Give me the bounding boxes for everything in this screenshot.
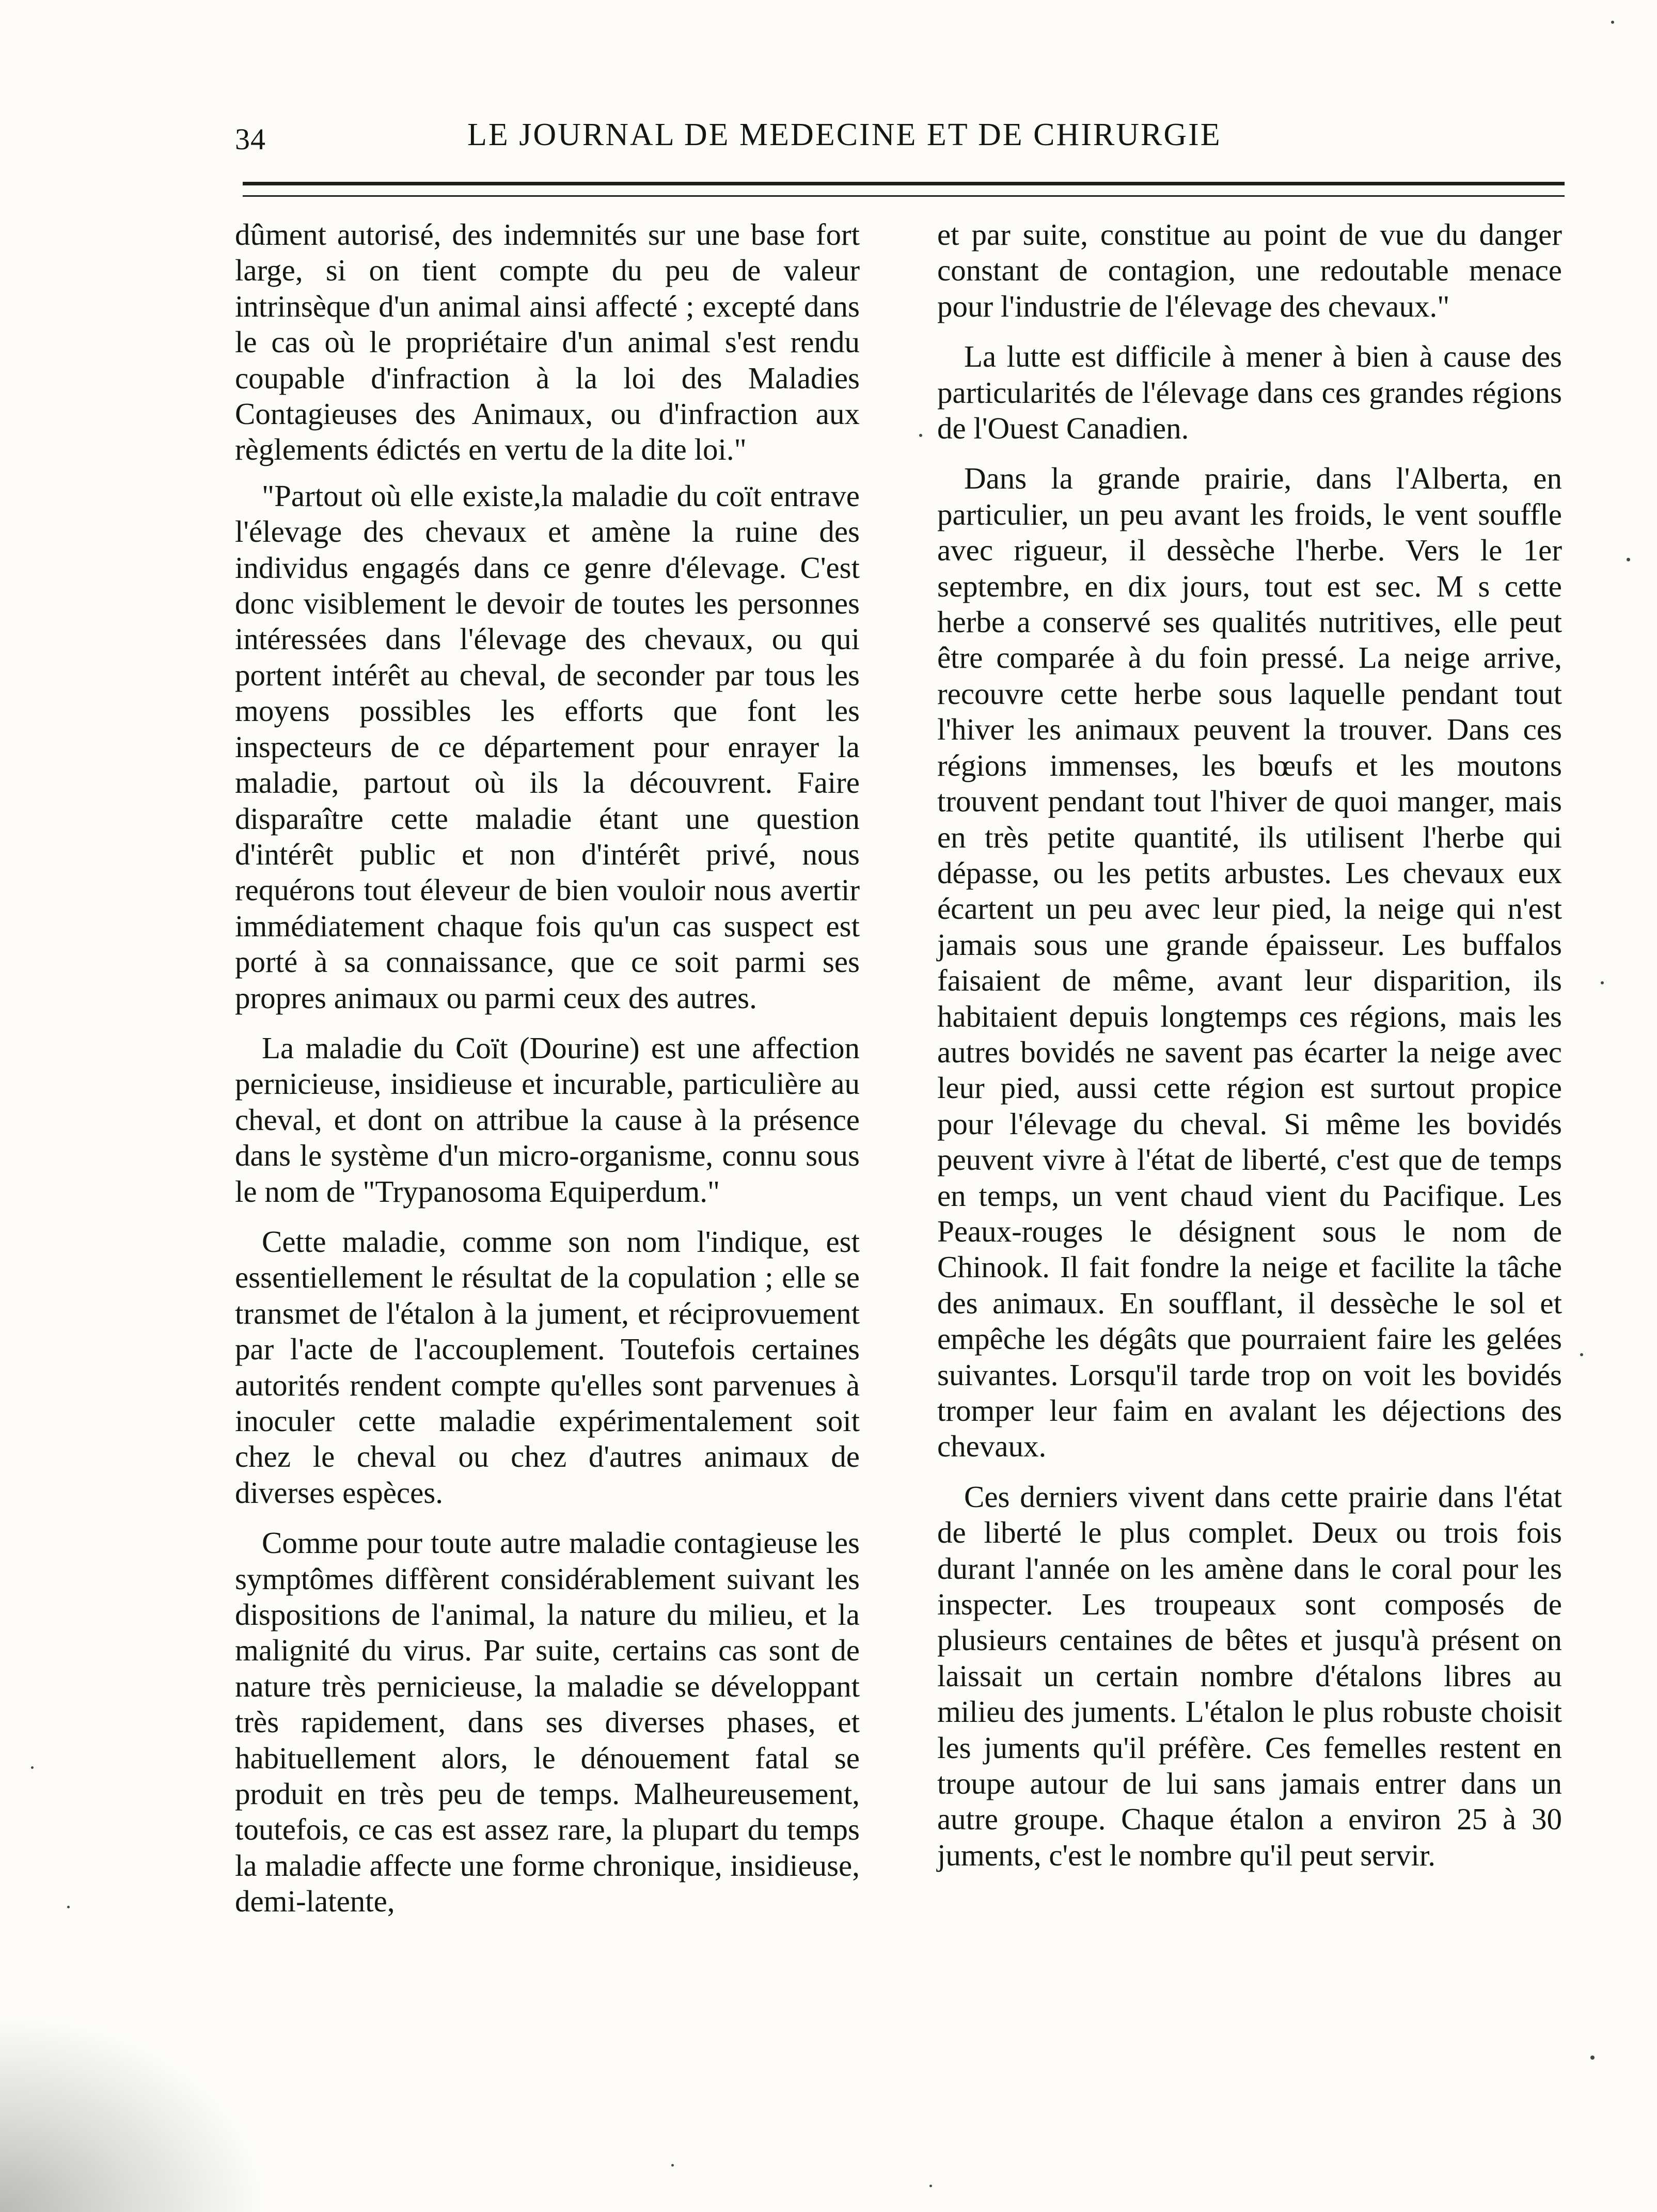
paragraph: dûment autorisé, des indemnités sur une base fort large, si on tient compte du peu de valeur intrinsèque d'un animal ainsi affecté ; excepté dans le cas où le propriétaire d'un animal s'est rendu coupable d'infraction à la loi des Maladies Contagieuses des Animaux, ou d'infraction aux règlements édictés en vertu de la dite loi." [235,217,860,467]
paragraph: Ces derniers vivent dans cette prairie dans l'état de liberté le plus complet. Deux ou trois fois durant l'année on les amène dans le coral pour les inspecter. Les troupeaux sont composés de plusieurs centaines de bêtes et jusqu'à présent on laissait un certain nombre d'étalons libres au milieu des juments. L'étalon le plus robuste choisit les juments qu'il préfère. Ces femelles restent en troupe autour de lui sans jamais entrer dans un autre groupe. Chaque étalon a environ 25 à 30 juments, c'est le nombre qu'il peut servir. [937,1479,1562,1872]
scan-speck [1611,21,1614,24]
header-rule-thick [243,182,1565,185]
left-column [235,217,860,1934]
scan-speck [1580,1353,1583,1356]
running-title: LE JOURNAL DE MEDECINE ET DE CHIRURGIE [467,117,1222,152]
scan-speck [1627,558,1630,561]
scan-speck [1601,981,1604,984]
paragraph: La lutte est difficile à mener à bien à cause des particularités de l'élevage dans ces grandes régions de l'Ouest Canadien. [937,339,1562,446]
paragraph: Dans la grande prairie, dans l'Alberta, en particulier, un peu avant les froids, le vent souffle avec rigueur, il dessèche l'herbe. Vers le 1er septembre, en dix jours, tout est sec. M s cette herbe a conservé ses qualités nutritives, elle peut être comparée à du foin pressé. La neige arrive, recouvre cette herbe sous laquelle pendant tout l'hiver les animaux peuvent la trouver. Dans ces régions immenses, les bœufs et les moutons trouvent pendant tout l'hiver de quoi manger, mais en très petite quantité, ils utilisent l'herbe qui dépasse, ou les petits arbustes. Les chevaux eux écartent un peu avec leur pied, la neige qui n'est jamais sous une grande épaisseur. Les buffalos faisaient de même, avant leur disparition, ils habitaient depuis longtemps ces régions, mais les autres bovidés ne savent pas écarter la neige avec leur pied, aussi cette région est surtout propice pour l'élevage du cheval. Si même les bovidés peuvent vivre à l'état de liberté, c'est que de temps en temps, un vent chaud vient du Pacifique. Les Peaux-rouges le désignent sous le nom de Chinook. Il fait fondre la neige et facilite la tâche des animaux. En soufflant, il dessèche le sol et empêche les dégâts que pourraient faire les gelées suivantes. Lorsqu'il tarde trop on voit les bovidés tromper leur faim en avalant les déjections des chevaux. [937,461,1562,1464]
paragraph: Comme pour toute autre maladie contagieuse les symptômes diffèrent considérablement suivant les dispositions de l'animal, la nature du milieu, et la malignité du virus. Par suite, certains cas sont de nature très pernicieuse, la maladie se développant très rapidement, dans ses diverses phases, et habituellement alors, le dénouement fatal se produit en très peu de temps. Malheureusement, toutefois, ce cas est assez rare, la plupart du temps la maladie affecte une forme chronique, insidieuse, demi-latente, [235,1526,860,1919]
scan-speck [671,2164,674,2167]
paragraph: La maladie du Coït (Dourine) est une affection pernicieuse, insidieuse et incurable, particulière au cheval, et dont on attribue la cause à la présence dans le système d'un micro-organisme, connu sous le nom de "Trypanosoma Equiperdum." [235,1030,860,1209]
scan-speck [31,1766,34,1769]
scan-speck [1590,2056,1595,2060]
paragraph: Cette maladie, comme son nom l'indique, est essentiellement le résultat de la copulation ; elle se transmet de l'étalon à la jument, et réciprovuement par l'acte de l'accouplement. Toutefois certaines autorités rendent compte qu'elles sont parvenues à inoculer cette maladie expérimentalement soit chez le cheval ou chez d'autres animaux de diverses espèces. [235,1224,860,1510]
paragraph: "Partout où elle existe,la maladie du coït entrave l'élevage des chevaux et amène la ruine des individus engagés dans ce genre d'élevage. C'est donc visiblement le devoir de toutes les personnes intéressées dans l'élevage des chevaux, ou qui portent intérêt au cheval, de seconder par tous les moyens possibles les efforts que font les inspecteurs de ce département pour enrayer la maladie, partout où ils la découvrent. Faire disparaître cette maladie étant une question d'intérêt public et non d'intérêt privé, nous requérons tout éleveur de bien vouloir nous avertir immédiatement chaque fois qu'un cas suspect est porté à sa connaissance, que ce soit parmi ses propres animaux ou parmi ceux des autres. [235,478,860,1015]
scan-speck [929,2185,932,2187]
scan-shadow [0,2014,269,2212]
page-header [235,111,1572,173]
right-column [937,217,1562,1888]
header-rule-thin [243,195,1565,197]
paragraph: et par suite, constitue au point de vue du danger constant de contagion, une redoutable menace pour l'industrie de l'élevage des chevaux." [937,217,1562,323]
page-number: 34 [235,122,266,156]
scan-speck [67,1906,70,1908]
scan-speck [919,434,922,437]
